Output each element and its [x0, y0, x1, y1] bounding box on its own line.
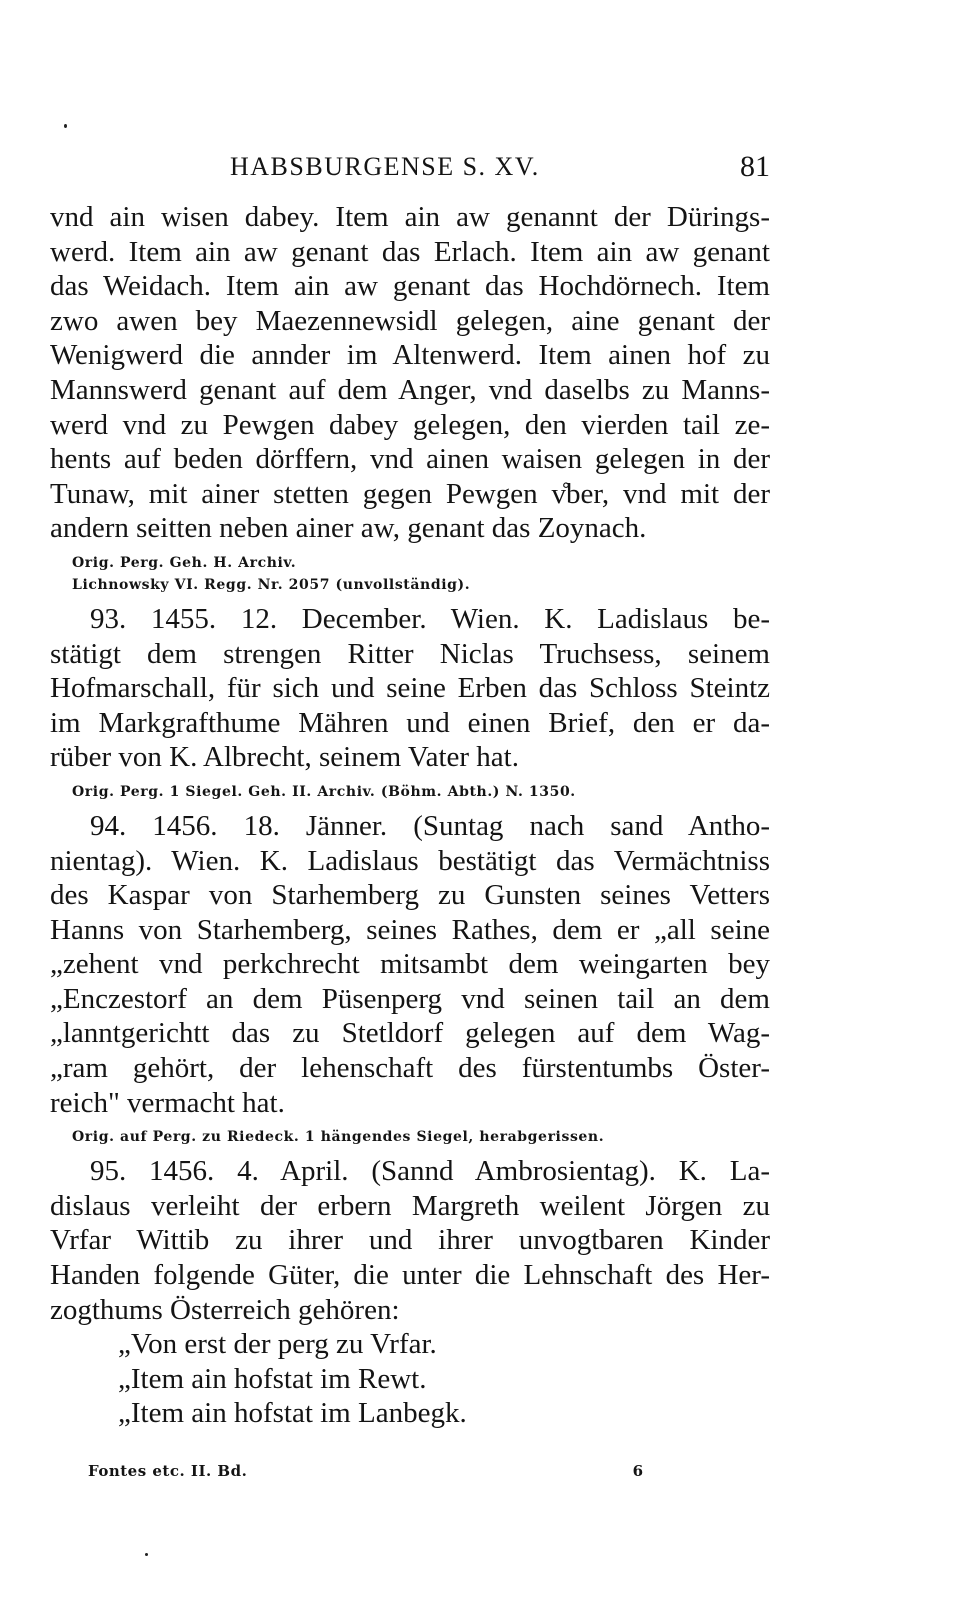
- entry-heading-line: 93. 1455. 12. December. Wien. K. Ladislaus be-: [90, 602, 770, 635]
- text-line: zogthums Österreich gehören:: [50, 1293, 400, 1326]
- text-line: zwo awen bey Maezennewsidl gelegen, aine genant der: [50, 304, 770, 337]
- body-text: [50, 200, 770, 1431]
- note-line: Lichnowsky VI. Regg. Nr. 2057 (unvollständig).: [72, 576, 471, 593]
- note-line: Orig. auf Perg. zu Riedeck. 1 hängendes Siegel, herabgerissen.: [72, 1129, 605, 1146]
- text-line: Mannswerd genant auf dem Anger, vnd daselbs zu Manns-: [50, 373, 770, 406]
- page-number: 81: [740, 150, 770, 183]
- text-line: Hanns von Starhemberg, seines Rathes, dem er „all seine: [50, 913, 770, 946]
- entry-93: [50, 602, 770, 775]
- scan-speck-top: [64, 124, 67, 128]
- text-line: Tunaw, mit ainer stetten gegen Pewgen v̊ber, vnd mit der: [50, 477, 770, 510]
- text-line: rüber von K. Albrecht, seinem Vater hat.: [50, 741, 519, 774]
- note-line: Orig. Perg. 1 Siegel. Geh. II. Archiv. (Böhm. Abth.) N. 1350.: [72, 783, 576, 800]
- text-line: im Markgrafthume Mähren und einen Brief, den er da-: [50, 706, 770, 739]
- source-note: [50, 552, 770, 596]
- footer-signature: Fontes etc. II. Bd.: [88, 1462, 248, 1480]
- text-line: werd vnd zu Pewgen dabey gelegen, den vierden tail ze-: [50, 408, 770, 441]
- entry-heading-line: 95. 1456. 4. April. (Sannd Ambrosientag). K. La-: [90, 1155, 770, 1188]
- source-note: [50, 1126, 770, 1148]
- text-line: des Kaspar von Starhemberg zu Gunsten seines Vetters: [50, 879, 770, 912]
- text-line: nientag). Wien. K. Ladislaus bestätigt das Vermächtniss: [50, 844, 770, 877]
- text-line: „Enczestorf an dem Püsenperg vnd seinen tail an dem: [50, 982, 770, 1015]
- entry-95: [50, 1154, 770, 1431]
- entry-heading-line: 94. 1456. 18. Jänner. (Suntag nach sand Antho-: [90, 809, 770, 842]
- running-head: [50, 150, 770, 190]
- text-line: Hofmarschall, für sich und seine Erben das Schloss Steintz: [50, 672, 770, 705]
- running-head-title: HABSBURGENSE S. XV.: [230, 152, 540, 181]
- text-line: dislaus verleiht der erbern Margreth weilent Jörgen zu: [50, 1189, 770, 1222]
- quote-line: „Von erst der perg zu Vrfar.: [118, 1328, 437, 1361]
- entry-94: [50, 809, 770, 1120]
- text-line: „lanntgerichtt das zu Stetldorf gelegen auf dem Wag-: [50, 1017, 770, 1050]
- footer-signature-mark: 6: [632, 1462, 643, 1480]
- text-line: „zehent vnd perkchrecht mitsambt dem weingarten bey: [50, 948, 770, 981]
- text-line: andern seitten neben ainer aw, genant das Zoynach.: [50, 512, 647, 545]
- text-line: das Weidach. Item ain aw genant das Hochdörnech. Item: [50, 270, 770, 303]
- text-line: hents auf beden dörffern, vnd ainen waisen gelegen in der: [50, 443, 770, 476]
- paragraph-continued: [50, 200, 770, 546]
- quote-line: „Item ain hofstat im Lanbegk.: [118, 1397, 467, 1430]
- text-line: stätigt dem strengen Ritter Niclas Truchsess, seinem: [50, 637, 770, 670]
- quote-line: „Item ain hofstat im Rewt.: [118, 1362, 427, 1395]
- text-line: vnd ain wisen dabey. Item ain aw genannt der Dürings-: [50, 201, 770, 233]
- text-line: „ram gehört, der lehenschaft des fürstentumbs Öster-: [50, 1052, 770, 1085]
- scan-speck-bottom: [145, 1553, 148, 1556]
- note-line: Orig. Perg. Geh. H. Archiv.: [72, 554, 297, 571]
- text-line: Handen folgende Güter, die unter die Lehnschaft des Her-: [50, 1259, 770, 1292]
- text-line: werd. Item ain aw genant das Erlach. Item ain aw genant: [50, 235, 770, 268]
- text-line: Wenigwerd die annder im Altenwerd. Item ainen hof zu: [50, 339, 770, 372]
- source-note: [50, 781, 770, 803]
- page-footer: [88, 1462, 643, 1492]
- text-line: reich" vermacht hat.: [50, 1086, 285, 1119]
- text-line: Vrfar Wittib zu ihrer und ihrer unvogtbaren Kinder: [50, 1224, 770, 1257]
